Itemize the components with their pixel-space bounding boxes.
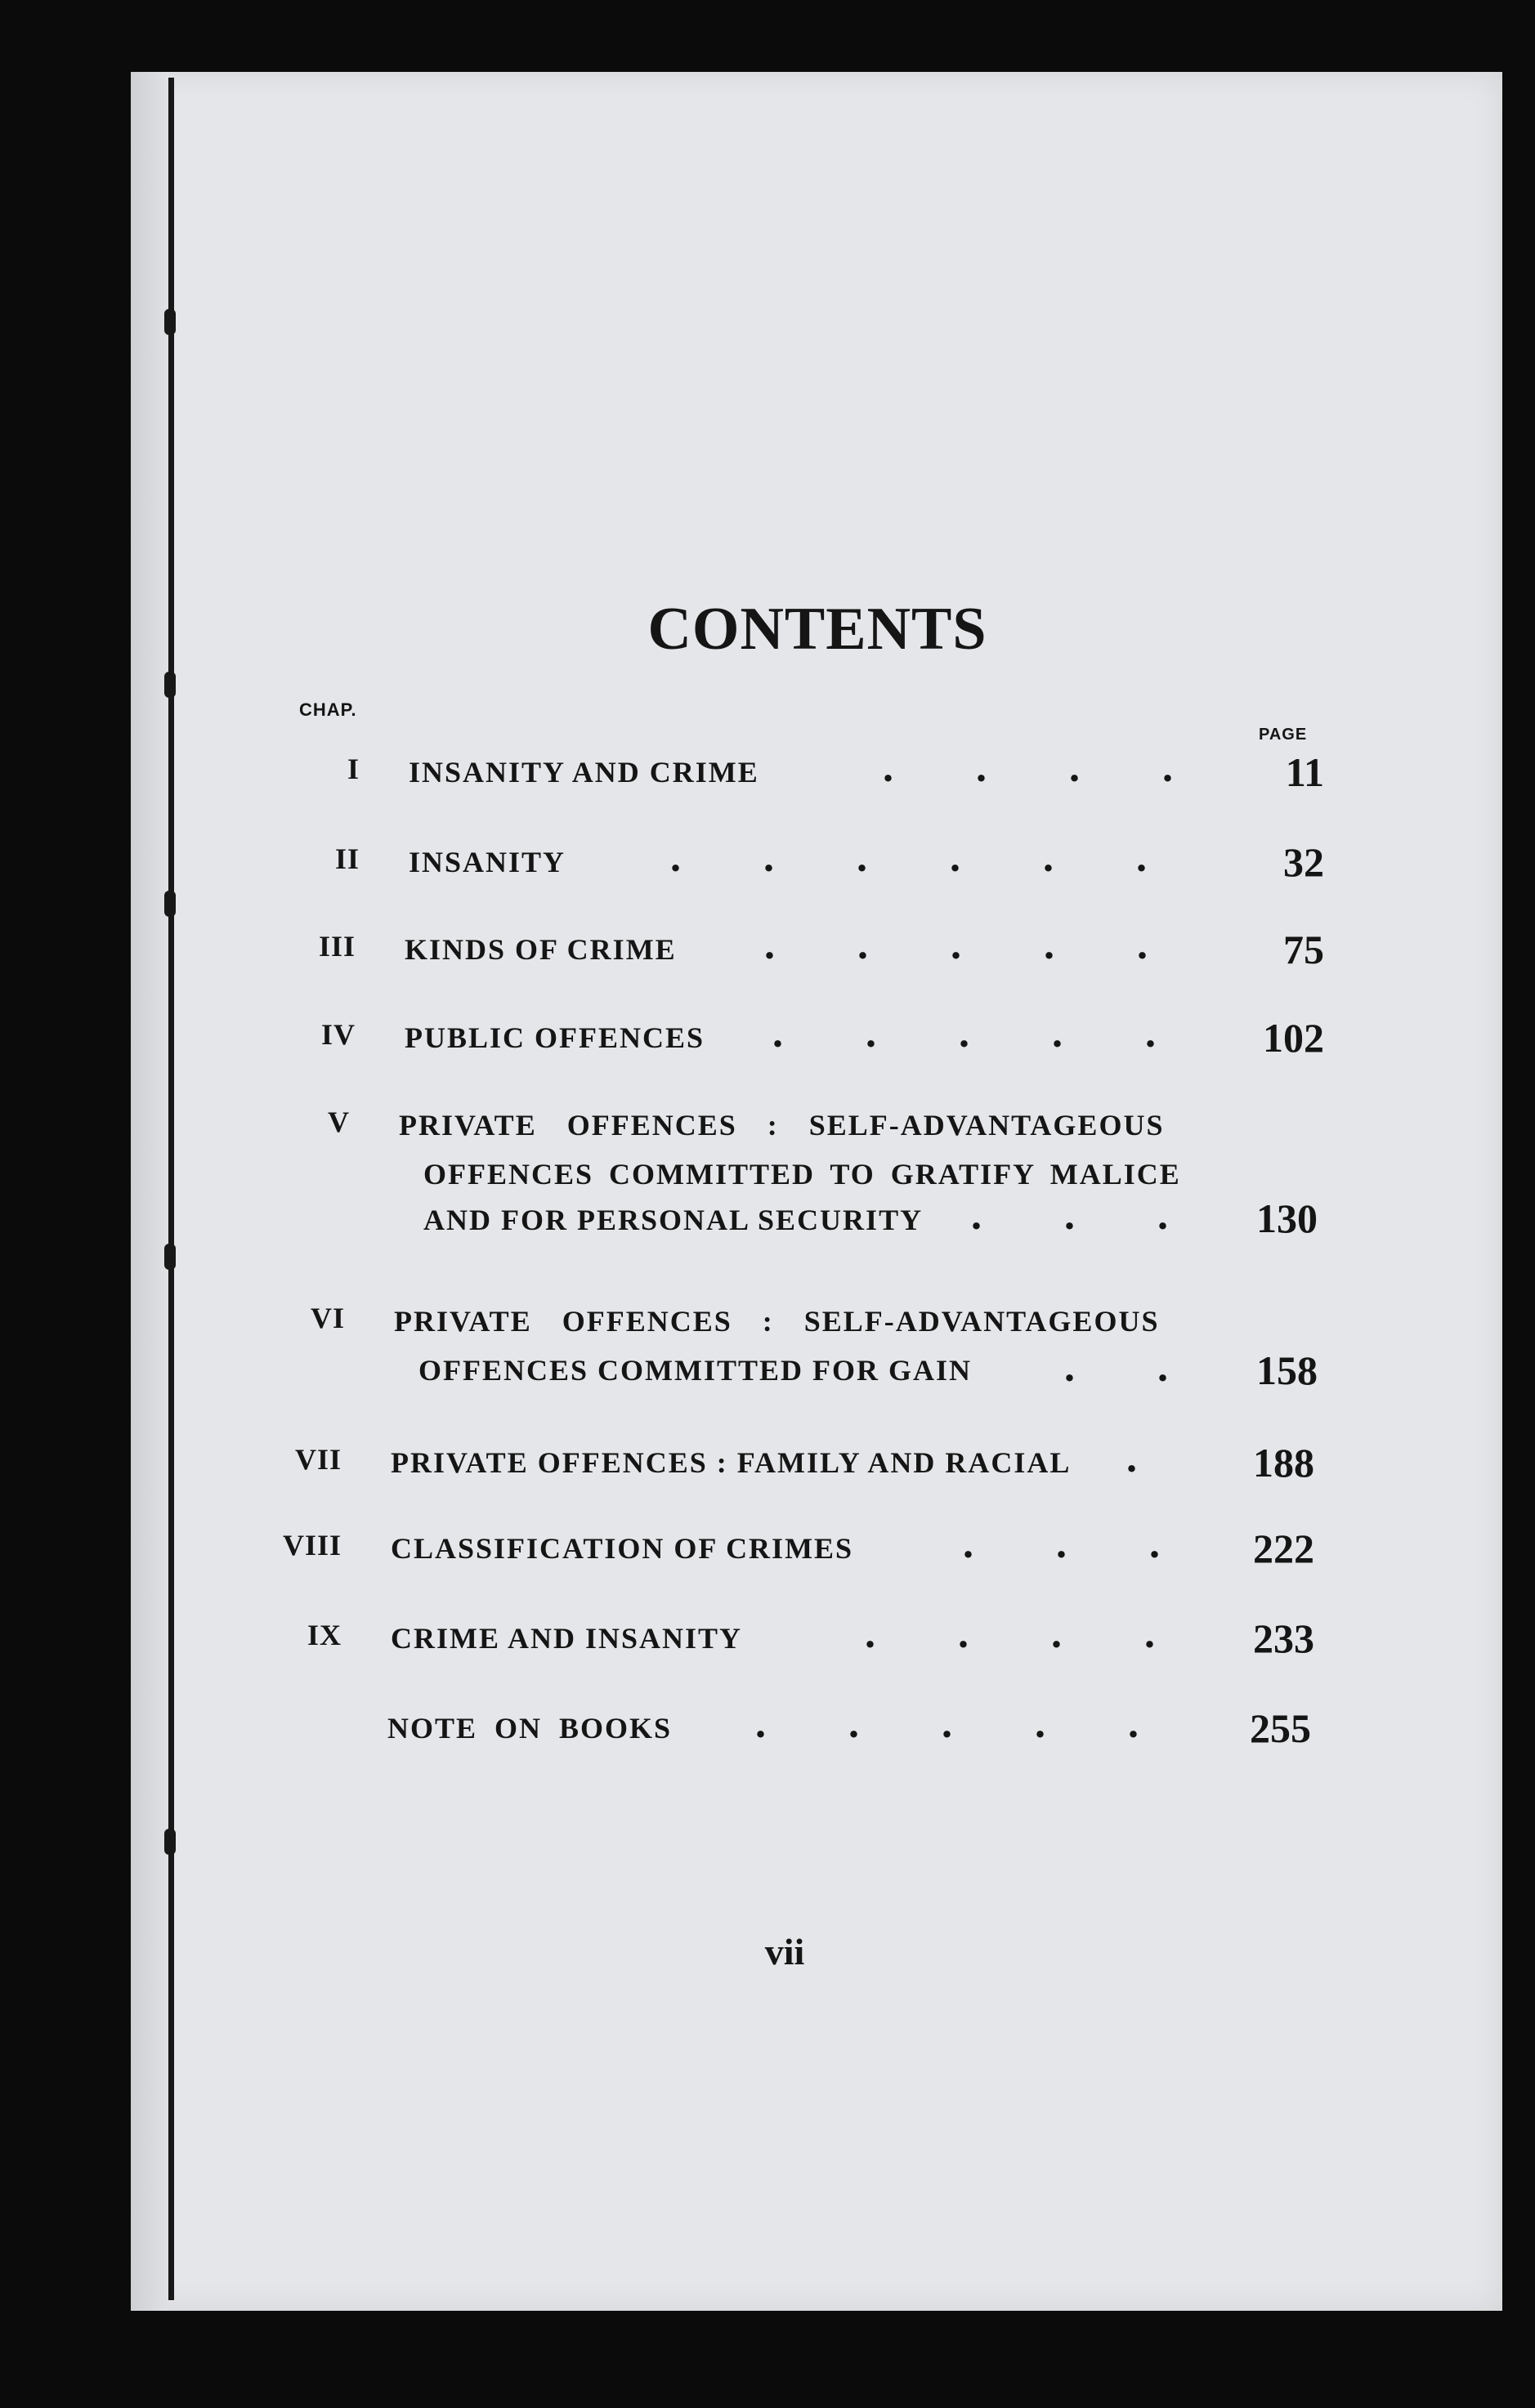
chapter-title: PRIVATE OFFENCES : SELF-ADVANTAGEOUS [394,1305,1160,1338]
toc-entry [307,1611,1340,1667]
page-gutter-shadow [131,72,168,2311]
gutter-line [168,78,174,2300]
chapter-title: INSANITY AND CRIME [409,756,759,789]
chapter-title-continued: OFFENCES COMMITTED TO GRATIFY MALICE [423,1158,1181,1191]
chapter-number: III [318,930,356,963]
page-number: 130 [1256,1195,1318,1241]
chapter-number: IX [307,1619,342,1651]
page-title: CONTENTS [647,596,987,663]
toc-entry [347,744,1340,801]
chapter-title-continued: AND FOR PERSONAL SECURITY [423,1204,924,1236]
edge-mark [164,672,176,698]
chapter-column-heading: CHAP. [299,699,357,720]
toc-entry [334,834,1340,891]
chapter-number: II [334,842,360,875]
chapter-number: V [328,1106,350,1138]
chapter-title: PRIVATE OFFENCES : SELF-ADVANTAGEOUS [399,1109,1165,1141]
edge-mark [164,309,176,335]
chapter-number: IV [320,1018,356,1051]
edge-mark [164,1244,176,1270]
chapter-title: INSANITY [409,846,566,878]
chapter-title: PRIVATE OFFENCES : FAMILY AND RACIAL [391,1446,1072,1479]
edge-mark [164,891,176,917]
toc-entry [282,1521,1340,1577]
page-folio: vii [764,1931,805,1972]
page-number: 255 [1250,1705,1311,1751]
dot-leaders: . . . . . . [670,834,1183,881]
page-number: 158 [1256,1347,1318,1393]
chapter-title-continued: OFFENCES COMMITTED FOR GAIN [418,1354,973,1387]
dot-leaders: . . . . [865,1611,1191,1657]
toc-entry [318,922,1340,978]
page-number: 222 [1253,1526,1314,1571]
toc-entry [387,1700,1340,1757]
toc-entry [320,1010,1340,1066]
dot-leaders: . . . . . [755,1700,1175,1747]
chapter-title: NOTE ON BOOKS [387,1712,673,1745]
page-number: 102 [1263,1015,1324,1061]
page-number: 233 [1253,1615,1314,1661]
chapter-number: VIII [282,1529,342,1561]
dot-leaders: . . . . . [772,1010,1192,1057]
dot-leaders: . . [1064,1344,1204,1391]
chapter-title: KINDS OF CRIME [405,933,677,966]
chapter-number: VII [294,1443,342,1476]
chapter-title: CLASSIFICATION OF CRIMES [391,1532,854,1565]
dot-leaders: . . . [963,1521,1196,1567]
dot-leaders: . [1126,1435,1173,1481]
toc-entry [328,1105,1340,1268]
page-column-heading: PAGE [1259,726,1308,744]
edge-mark [164,1829,176,1855]
page-number: 32 [1283,839,1324,885]
chapter-number: I [347,753,360,785]
page-number: 188 [1253,1440,1314,1485]
dot-leaders: . . . . . [764,922,1184,968]
chapter-title: PUBLIC OFFENCES [405,1021,705,1054]
chapter-title: CRIME AND INSANITY [391,1622,743,1655]
page-number: 11 [1285,749,1324,795]
chapter-number: VI [310,1302,345,1334]
dot-leaders: . . . [971,1192,1204,1239]
toc-entry [310,1301,1340,1415]
toc-entry [294,1435,1340,1491]
dot-leaders: . . . . [883,744,1209,791]
page-number: 75 [1283,927,1324,972]
